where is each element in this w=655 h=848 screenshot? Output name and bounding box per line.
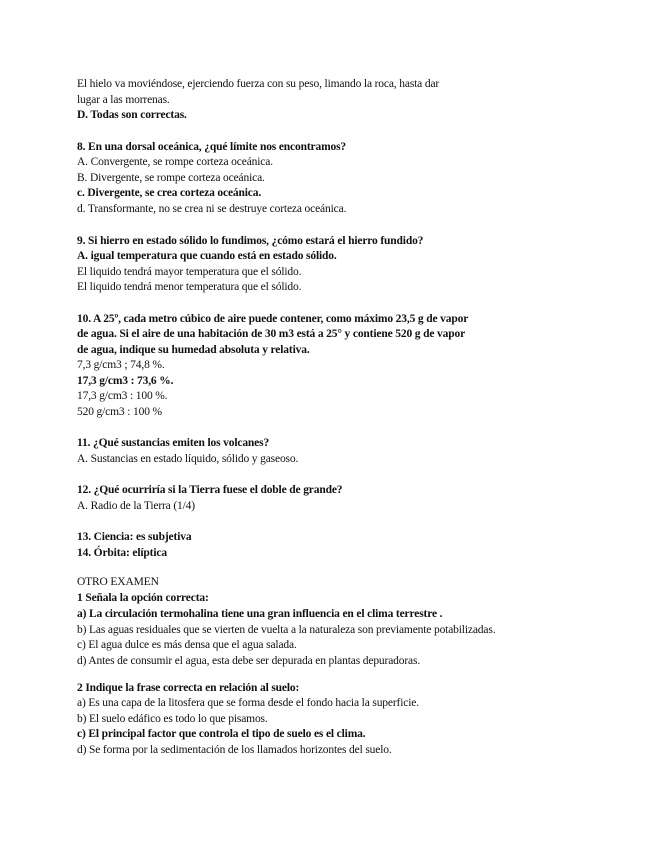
text-line-ice-movement: El hielo va moviéndose, ejerciendo fuerza con su peso, limando la roca, hasta dar [77,78,440,90]
exam2-question-2: 2 Indique la frase correcta en relación al suelo: [77,682,300,694]
option-8b: B. Divergente, se rompe corteza oceánica. [77,172,265,184]
exam2-option-2b: b) El suelo edáfico es todo lo que pisamos. [77,713,268,725]
option-10b-correct: 17,3 g/cm3 : 73,6 %. [77,375,174,387]
option-9c: El liquido tendrá menor temperatura que el sólido. [77,281,302,293]
question-11: 11. ¿Qué sustancias emiten los volcanes? [77,437,270,449]
answer-d-all-correct: D. Todas son correctas. [77,109,187,121]
option-10d: 520 g/cm3 : 100 % [77,406,162,418]
exam2-option-1b: b) Las aguas residuales que se vierten de vuelta a la naturaleza son previamente potabilizadas. [77,624,496,636]
question-8: 8. En una dorsal oceánica, ¿qué límite nos encontramos? [77,141,347,153]
question-9: 9. Si hierro en estado sólido lo fundimos, ¿cómo estará el hierro fundido? [77,235,424,247]
item-13: 13. Ciencia: es subjetiva [77,531,192,543]
exam2-option-2d: d) Se forma por la sedimentación de los llamados horizontes del suelo. [77,744,392,756]
option-11a: A. Sustancias en estado líquido, sólido y gaseoso. [77,453,299,465]
question-10-line-2: de agua. Si el aire de una habitación de 30 m3 está a 25° y contiene 520 g de vapor [77,328,466,340]
exam2-option-1a-correct: a) La circulación termohalina tiene una gran influencia en el clima terrestre . [77,608,443,620]
exam2-option-1d: d) Antes de consumir el agua, esta debe ser depurada en plantas depuradoras. [77,655,421,667]
option-12a: A. Radio de la Tierra (1/4) [77,500,195,512]
option-9b: El liquido tendrá mayor temperatura que el sólido. [77,266,302,278]
exam2-question-1: 1 Señala la opción correcta: [77,592,209,604]
exam2-option-1c: c) El agua dulce es más densa que el agua salada. [77,639,297,651]
question-10-line-3: de agua, indique su humedad absoluta y relativa. [77,344,310,356]
option-10c: 17,3 g/cm3 : 100 %. [77,390,168,402]
option-9a-correct: A. igual temperatura que cuando está en estado sólido. [77,250,337,262]
question-12: 12. ¿Qué ocurriría si la Tierra fuese el doble de grande? [77,484,343,496]
question-10-line-1: 10. A 25º, cada metro cúbico de aire puede contener, como máximo 23,5 g de vapor [77,313,469,325]
option-10a: 7,3 g/cm3 ; 74,8 %. [77,359,165,371]
exam2-option-2c-correct: c) El principal factor que controla el tipo de suelo es el clima. [77,728,366,740]
option-8d: d. Transformante, no se crea ni se destruye corteza oceánica. [77,203,347,215]
text-line-moraines: lugar a las morrenas. [77,94,170,106]
exam2-option-2a: a) Es una capa de la litosfera que se forma desde el fondo hacia la superficie. [77,697,419,709]
option-8c-correct: c. Divergente, se crea corteza oceánica. [77,187,262,199]
option-8a: A. Convergente, se rompe corteza oceánica. [77,156,273,168]
item-14: 14. Órbita: elíptica [77,547,167,559]
section-heading-otro-examen: OTRO EXAMEN [77,576,159,588]
